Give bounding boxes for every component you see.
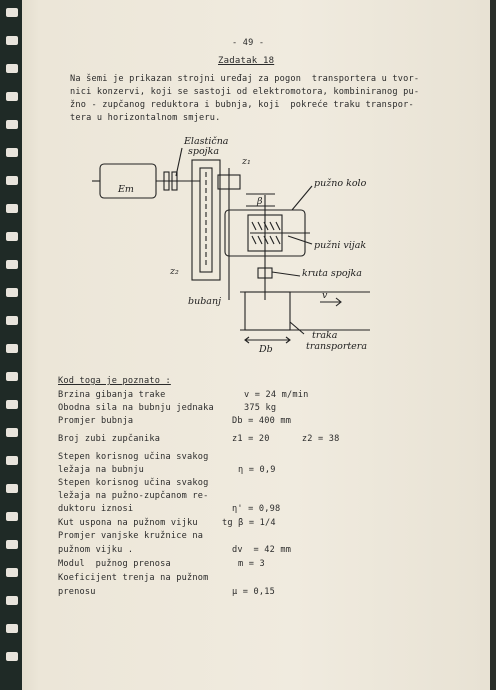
row-value: m = 3	[238, 559, 265, 569]
label-motor: Em	[118, 184, 134, 195]
known-heading: Kod toga je poznato :	[58, 376, 171, 386]
label-z2: z₂	[170, 266, 179, 277]
row-label: Stepen korisnog učina svakog	[58, 452, 209, 462]
label-worm: pužni vijak	[314, 240, 367, 251]
row-label: Stepen korisnog učina svakog	[58, 478, 209, 488]
intro-line-1: Na šemi je prikazan strojni uređaj za pogon transportera u tvor-	[70, 74, 420, 84]
label-belt-1: traka	[312, 330, 338, 341]
intro-line-3: žno - zupčanog reduktora i bubnja, koji pokreće traku transpor-	[70, 100, 414, 110]
row-label: Broj zubi zupčanika	[58, 434, 161, 444]
row-value: η' = 0,98	[232, 504, 281, 514]
drum	[245, 292, 290, 330]
row-label: Koeficijent trenja na pužnom	[58, 573, 209, 583]
label-belt-2: transportera	[306, 341, 368, 352]
label-elastic-1: Elastična	[184, 136, 229, 147]
row-value: v = 24 m/min	[244, 390, 309, 400]
intro-line-4: tera u horizontalnom smjeru.	[70, 113, 221, 123]
label-drum: bubanj	[188, 296, 222, 307]
row-label: Obodna sila na bubnju jednaka	[58, 403, 214, 413]
row-value: η = 0,9	[238, 465, 276, 475]
label-rigid-coupling: kruta spojka	[302, 268, 362, 279]
row-value: z1 = 20 z2 = 38	[232, 434, 340, 444]
leader-worm-gear	[292, 186, 312, 210]
row-value: Db = 400 mm	[232, 416, 292, 426]
leader-belt	[290, 322, 304, 334]
label-elastic-2: spojka	[188, 146, 220, 157]
row-label: prenosu	[58, 587, 96, 597]
row-value: 375 kg	[244, 403, 277, 413]
row-value: μ = 0,15	[232, 587, 275, 597]
label-db: Db	[259, 344, 273, 355]
row-label: Kut uspona na pužnom vijku	[58, 518, 198, 528]
row-label: ležaja na bubnju	[58, 465, 144, 475]
label-z1: z₁	[242, 156, 251, 167]
leader-elastic	[176, 148, 182, 176]
leader-rigid	[272, 272, 300, 276]
row-label: pužnom vijku .	[58, 545, 134, 555]
label-velocity: v	[322, 290, 328, 301]
label-worm-gear: pužno kolo	[314, 178, 367, 189]
label-beta: β	[257, 196, 263, 207]
row-label: Brzina gibanja trake	[58, 390, 166, 400]
leader-worm	[288, 236, 312, 244]
problem-title: Zadatak 18	[218, 56, 275, 66]
row-value: tg β = 1/4	[222, 518, 276, 528]
row-label: duktoru iznosi	[58, 504, 134, 514]
row-value: dv = 42 mm	[232, 545, 292, 555]
page-number: - 49 -	[232, 38, 265, 48]
intro-line-2: nici konzervi, koji se sastoji od elektromotora, kombiniranog pu-	[70, 87, 420, 97]
row-label: Promjer bubnja	[58, 416, 134, 426]
row-label: Modul pužnog prenosa	[58, 559, 171, 569]
row-label: ležaja na pužno-zupčanom re-	[58, 491, 209, 501]
row-label: Promjer vanjske kružnice na	[58, 531, 204, 541]
